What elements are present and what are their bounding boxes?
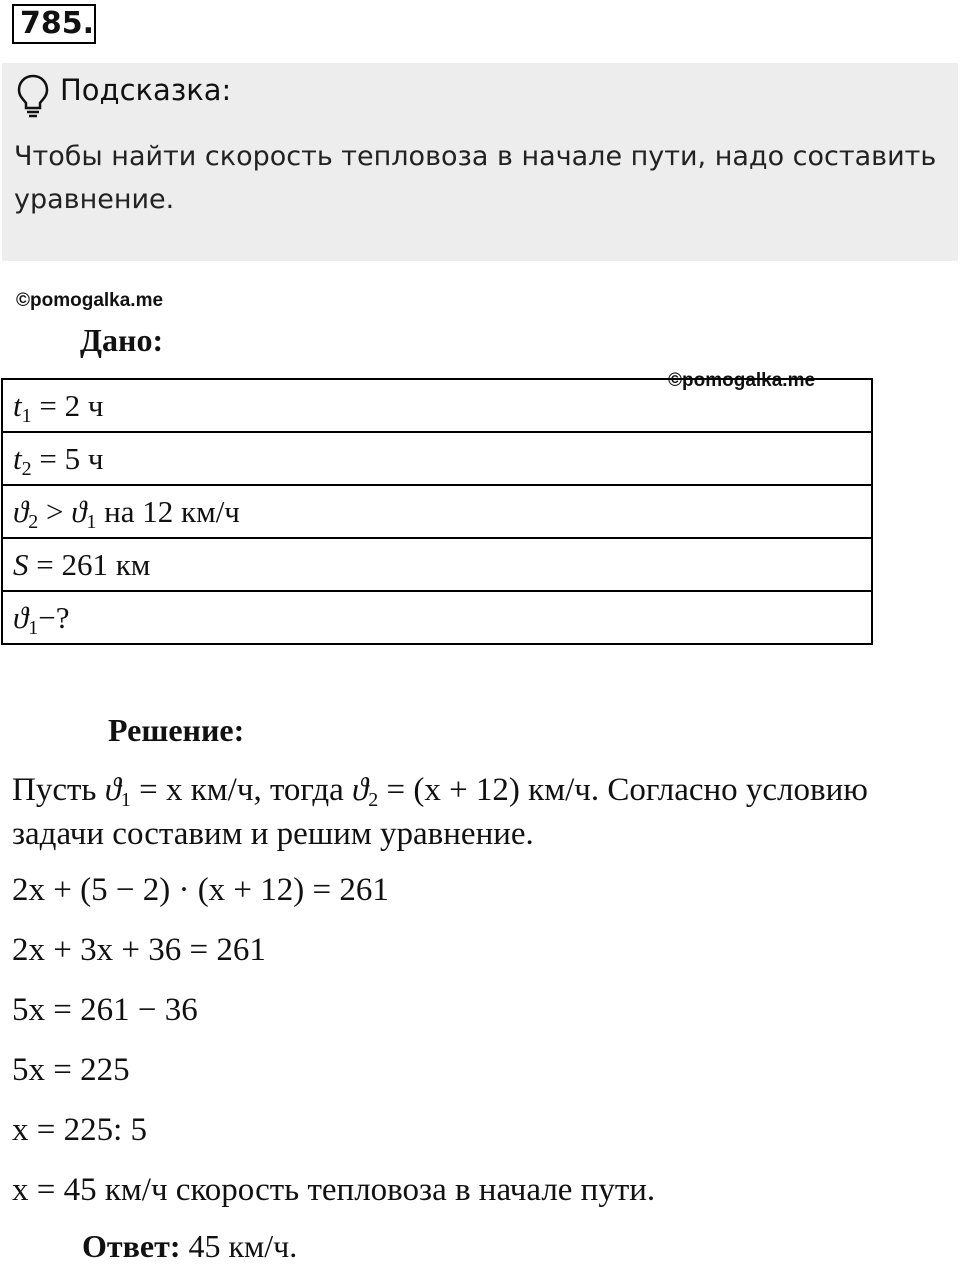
row-text: −? bbox=[38, 599, 70, 635]
answer-value: 45 км/ч. bbox=[180, 1228, 298, 1264]
hint-box bbox=[2, 63, 958, 261]
variable: t bbox=[13, 387, 22, 423]
variable: ϑ bbox=[13, 493, 29, 529]
equation-line: 5x = 225 bbox=[12, 1052, 130, 1088]
given-row bbox=[2, 591, 872, 644]
intro-text: = (x + 12) км/ч. Согласно условию задачи составим и решим уравнение. bbox=[12, 772, 868, 852]
row-text: = 261 км bbox=[28, 546, 151, 582]
solution-intro bbox=[12, 768, 947, 856]
equation-line: x = 45 км/ч скорость тепловоза в начале пути. bbox=[12, 1172, 656, 1208]
subscript: 1 bbox=[21, 404, 32, 427]
given-heading: Дано: bbox=[80, 322, 164, 358]
variable: t bbox=[13, 440, 22, 476]
given-table bbox=[1, 378, 873, 645]
given-row bbox=[2, 379, 872, 432]
subscript: 1 bbox=[120, 789, 131, 811]
subscript: 1 bbox=[28, 616, 39, 639]
variable: ϑ bbox=[104, 772, 121, 808]
watermark: ©pomogalka.me bbox=[16, 290, 164, 311]
given-row bbox=[2, 538, 872, 591]
row-text: = 2 ч bbox=[31, 387, 104, 423]
equation-line: 2x + (5 − 2) · (x + 12) = 261 bbox=[12, 872, 389, 908]
solution-heading: Решение: bbox=[108, 712, 245, 748]
row-text: = 5 ч bbox=[31, 440, 104, 476]
subscript: 2 bbox=[368, 789, 379, 811]
variable: ϑ bbox=[71, 493, 87, 529]
row-text: > bbox=[38, 493, 72, 529]
equation-line: 2x + 3x + 36 = 261 bbox=[12, 932, 266, 968]
row-text: на 12 км/ч bbox=[96, 493, 240, 529]
variable: ϑ bbox=[13, 599, 29, 635]
variable: S bbox=[13, 546, 29, 582]
intro-text: Пусть bbox=[12, 772, 105, 808]
given-row bbox=[2, 432, 872, 485]
answer-label: Ответ: bbox=[82, 1228, 181, 1264]
subscript: 1 bbox=[86, 510, 97, 533]
variable: ϑ bbox=[352, 772, 369, 808]
hint-text: Чтобы найти скорость тепловоза в начале пути, надо составить уравнение. bbox=[14, 141, 937, 215]
answer-line bbox=[82, 1228, 297, 1265]
intro-text: = x км/ч, тогда bbox=[130, 772, 353, 808]
equation-line: 5x = 261 − 36 bbox=[12, 992, 198, 1028]
subscript: 2 bbox=[21, 457, 32, 480]
given-row bbox=[2, 485, 872, 538]
watermark: ©pomogalka.me bbox=[668, 370, 816, 391]
subscript: 2 bbox=[28, 510, 39, 533]
hint-title: Подсказка: bbox=[60, 73, 232, 107]
lightbulb-icon bbox=[16, 73, 50, 119]
task-number: 785. bbox=[12, 4, 96, 44]
equation-line: x = 225: 5 bbox=[12, 1112, 148, 1148]
